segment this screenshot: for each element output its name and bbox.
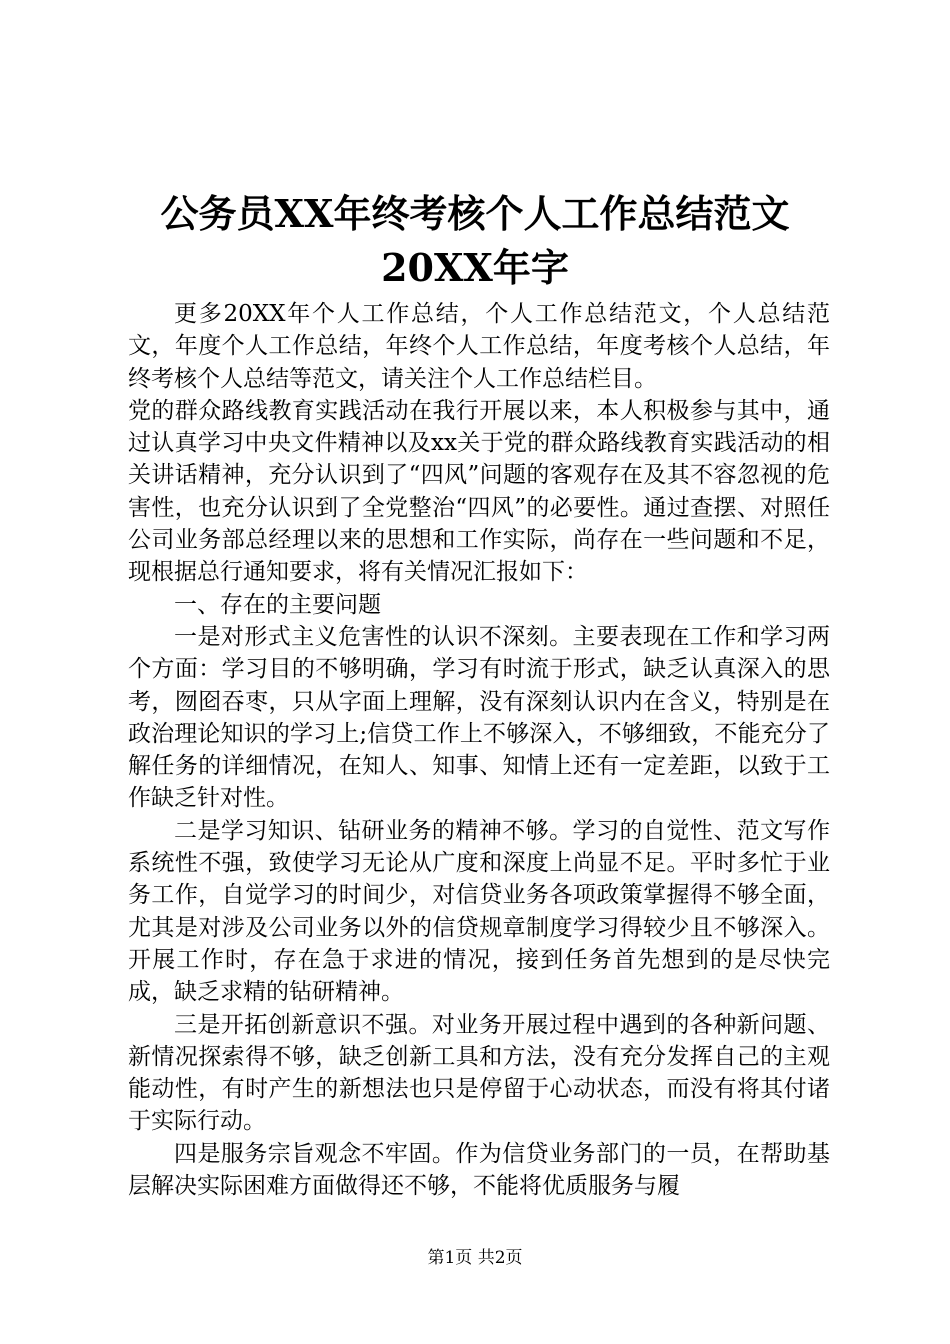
- document-title: 公务员XX年终考核个人工作总结范文20XX年字: [160, 191, 790, 291]
- section-heading: 一、存在的主要问题: [174, 591, 381, 618]
- paragraph: 更多20XX年个人工作总结，个人工作总结范文，个人总结范文，年度个人工作总结，年终个人工作总结，年度考核个人总结，年终考核个人总结等范文，请关注个人工作总结栏目。: [128, 301, 830, 392]
- paragraph: 四是服务宗旨观念不牢固。作为信贷业务部门的一员，在帮助基层解决实际困难方面做得还不够，不能将优质服务与履: [128, 1140, 830, 1200]
- paragraph: 一是对形式主义危害性的认识不深刻。主要表现在工作和学习两个方面：学习目的不够明确，学习有时流于形式，缺乏认真深入的思考，囫囵吞枣，只从字面上理解，没有深刻认识内在含义，特别是在政治理论知识的学习上;信贷工作上不够深入，不够细致，不能充分了解任务的详细情况，在知人、知事、知情上还有一定差距，以致于工作缺乏针对性。: [128, 623, 830, 812]
- paragraph: 党的群众路线教育实践活动在我行开展以来，本人积极参与其中，通过认真学习中央文件精神以及xx关于党的群众路线教育实践活动的相关讲话精神，充分认识到了“四风”问题的客观存在及其不容忽视的危害性，也充分认识到了全党整治“四风”的必要性。通过查摆、对照任公司业务部总经理以来的思想和工作实际，尚存在一些问题和不足，现根据总行通知要求，将有关情况汇报如下：: [128, 397, 830, 586]
- paragraph: 三是开拓创新意识不强。对业务开展过程中遇到的各种新问题、新情况探索得不够，缺乏创新工具和方法，没有充分发挥自己的主观能动性，有时产生的新想法也只是停留于心动状态，而没有将其付诸于实际行动。: [128, 1011, 830, 1135]
- page-footer: 第1页 共2页: [427, 1248, 523, 1268]
- paragraph: 二是学习知识、钻研业务的精神不够。学习的自觉性、范文写作系统性不强，致使学习无论从广度和深度上尚显不足。平时多忙于业务工作，自觉学习的时间少，对信贷业务各项政策掌握得不够全面，尤其是对涉及公司业务以外的信贷规章制度学习得较少且不够深入。开展工作时，存在急于求进的情况，接到任务首先想到的是尽快完成，缺乏求精的钻研精神。: [128, 817, 830, 1006]
- document-body: [128, 298, 830, 1202]
